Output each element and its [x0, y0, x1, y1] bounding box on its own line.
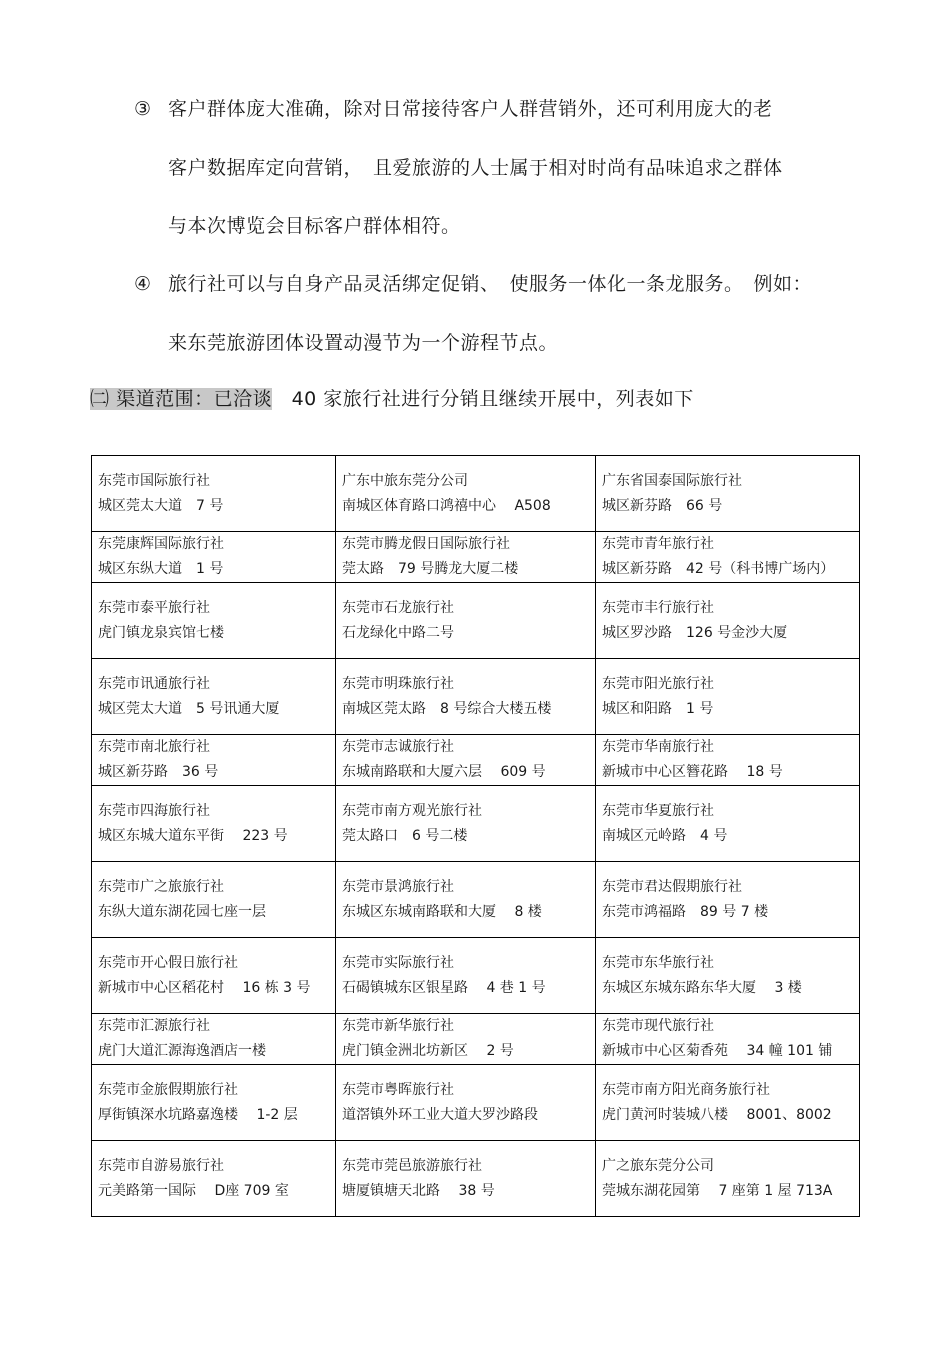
- agency-address: 东城南路联和大厦六层 609 号: [342, 764, 546, 780]
- agency-cell: [596, 862, 860, 938]
- agency-name: 东莞市东华旅行社: [602, 954, 714, 971]
- agency-cell: [92, 456, 336, 532]
- agency-cell: [92, 659, 336, 735]
- agency-address: 南城区莞太路 8 号综合大楼五楼: [342, 700, 552, 717]
- agency-address: 厚街镇深水坑路嘉逸楼 1-2 层: [98, 1106, 298, 1123]
- agency-table: [91, 455, 860, 1217]
- agency-address: 新城市中心区稻花村 16 栋 3 号: [98, 979, 311, 996]
- agency-name: 东莞市新华旅行社: [342, 1018, 454, 1034]
- table-row: [92, 1141, 860, 1217]
- agency-name: 广东中旅东莞分公司: [342, 472, 468, 489]
- agency-cell: [596, 786, 860, 862]
- agency-cell: [336, 862, 596, 938]
- agency-cell: [596, 1141, 860, 1217]
- agency-name: 东莞市丰行旅行社: [602, 599, 714, 616]
- agency-cell: [336, 1065, 596, 1141]
- point-3-line-2: 客户数据库定向营销， 且爱旅游的人士属于相对时尚有品味追求之群体: [168, 157, 783, 179]
- agency-address: 莞太路口 6 号二楼: [342, 827, 468, 844]
- table-row: [92, 862, 860, 938]
- table-row: [92, 532, 860, 583]
- agency-cell: [92, 532, 336, 583]
- agency-name: 东莞市汇源旅行社: [98, 1018, 210, 1034]
- agency-name: 东莞市广之旅旅行社: [98, 878, 224, 895]
- agency-cell: [92, 786, 336, 862]
- point-4-line-2: 来东莞旅游团体设置动漫节为一个游程节点。: [168, 332, 559, 354]
- agency-cell: [596, 1014, 860, 1065]
- agency-cell: [92, 1065, 336, 1141]
- agency-name: 东莞市自游易旅行社: [98, 1157, 224, 1174]
- agency-address: 城区罗沙路 126 号金沙大厦: [602, 624, 788, 641]
- point-number: ③: [134, 98, 152, 120]
- agency-cell: [336, 532, 596, 583]
- agency-name: 东莞市华夏旅行社: [602, 802, 714, 819]
- agency-address: 城区新芬路 66 号: [602, 497, 723, 514]
- agency-cell: [92, 862, 336, 938]
- agency-cell: [92, 1014, 336, 1065]
- agency-name: 东莞康辉国际旅行社: [98, 536, 224, 552]
- agency-cell: [596, 1065, 860, 1141]
- agency-address: 道滘镇外环工业大道大罗沙路段: [342, 1106, 538, 1123]
- agency-address: 南城区体育路口鸿禧中心 A508: [342, 497, 551, 514]
- agency-name: 东莞市志诚旅行社: [342, 739, 454, 755]
- agency-cell: [336, 938, 596, 1014]
- agency-address: 城区东城大道东平街 223 号: [98, 827, 288, 844]
- section-heading: ㈡ 渠道范围：已洽谈 40 家旅行社进行分销且继续开展中，列表如下: [90, 388, 694, 410]
- agency-address: 石碣镇城东区银星路 4 巷 1 号: [342, 979, 546, 996]
- agency-name: 东莞市腾龙假日国际旅行社: [342, 536, 510, 552]
- agency-name: 东莞市明珠旅行社: [342, 675, 454, 692]
- agency-address: 城区莞太大道 7 号: [98, 497, 224, 514]
- agency-address: 塘厦镇塘天北路 38 号: [342, 1182, 495, 1199]
- table-row: [92, 659, 860, 735]
- agency-address: 东纵大道东湖花园七座一层: [98, 903, 266, 920]
- point-3-line-1: ③ 客户群体庞大准确，除对日常接待客户人群营销外，还可利用庞大的老: [134, 98, 773, 120]
- agency-name: 东莞市南方阳光商务旅行社: [602, 1081, 770, 1098]
- agency-name: 东莞市粤晖旅行社: [342, 1081, 454, 1098]
- table-row: [92, 1065, 860, 1141]
- agency-cell: [336, 583, 596, 659]
- agency-name: 东莞市南北旅行社: [98, 739, 210, 755]
- agency-name: 东莞市君达假期旅行社: [602, 878, 742, 895]
- agency-address: 元美路第一国际 D座 709 室: [98, 1182, 289, 1199]
- agency-name: 东莞市莞邑旅游旅行社: [342, 1157, 482, 1174]
- point-3-line-3: 与本次博览会目标客户群体相符。: [168, 215, 461, 237]
- agency-cell: [596, 456, 860, 532]
- agency-name: 东莞市实际旅行社: [342, 954, 454, 971]
- agency-cell: [92, 735, 336, 786]
- agency-name: 东莞市石龙旅行社: [342, 599, 454, 616]
- agency-cell: [92, 1141, 336, 1217]
- agency-address: 莞城东湖花园第 7 座第 1 屋 713A: [602, 1182, 833, 1199]
- agency-name: 东莞市国际旅行社: [98, 472, 210, 489]
- agency-address: 东城区东城南路联和大厦 8 楼: [342, 903, 542, 920]
- table-row: [92, 735, 860, 786]
- agency-cell: [92, 938, 336, 1014]
- agency-cell: [336, 1141, 596, 1217]
- agency-cell: [596, 938, 860, 1014]
- agency-name: 东莞市华南旅行社: [602, 739, 714, 755]
- agency-address: 城区东纵大道 1 号: [98, 561, 224, 577]
- agency-name: 东莞市金旅假期旅行社: [98, 1081, 238, 1098]
- agency-name: 东莞市阳光旅行社: [602, 675, 714, 692]
- agency-address: 新城市中心区簪花路 18 号: [602, 764, 783, 780]
- agency-address: 莞太路 79 号腾龙大厦二楼: [342, 561, 519, 577]
- agency-address: 东城区东城东路东华大厦 3 楼: [602, 979, 802, 996]
- agency-address: 虎门黄河时装城八楼 8001、8002: [602, 1106, 832, 1123]
- agency-cell: [596, 532, 860, 583]
- agency-address: 东莞市鸿福路 89 号 7 楼: [602, 903, 769, 920]
- agency-cell: [336, 786, 596, 862]
- agency-address: 南城区元岭路 4 号: [602, 827, 728, 844]
- agency-cell: [596, 583, 860, 659]
- agency-address: 石龙绿化中路二号: [342, 624, 454, 641]
- agency-cell: [336, 659, 596, 735]
- agency-address: 城区新芬路 36 号: [98, 764, 219, 780]
- agency-address: 城区莞太大道 5 号讯通大厦: [98, 700, 280, 717]
- agency-address: 虎门大道汇源海逸酒店一楼: [98, 1043, 266, 1059]
- agency-name: 广之旅东莞分公司: [602, 1157, 714, 1174]
- agency-cell: [336, 1014, 596, 1065]
- agency-address: 新城市中心区菊香苑 34 幢 101 铺: [602, 1043, 833, 1059]
- agency-cell: [336, 735, 596, 786]
- table-row: [92, 786, 860, 862]
- table-row: [92, 456, 860, 532]
- agency-address: 城区新芬路 42 号（科书博广场内）: [602, 561, 835, 577]
- point-number: ④: [134, 273, 152, 295]
- point-4-line-1: ④ 旅行社可以与自身产品灵活绑定促销、 使服务一体化一条龙服务。 例如：: [134, 273, 813, 295]
- agency-address: 虎门镇龙泉宾馆七楼: [98, 624, 224, 641]
- table-row: [92, 938, 860, 1014]
- agency-name: 东莞市景鸿旅行社: [342, 878, 454, 895]
- agency-name: 东莞市四海旅行社: [98, 802, 210, 819]
- agency-name: 东莞市泰平旅行社: [98, 599, 210, 616]
- agency-address: 虎门镇金洲北坊新区 2 号: [342, 1043, 514, 1059]
- section-label-highlight: ㈡ 渠道范围：已洽谈: [90, 388, 273, 410]
- agency-cell: [596, 659, 860, 735]
- agency-name: 东莞市讯通旅行社: [98, 675, 210, 692]
- agency-name: 东莞市现代旅行社: [602, 1018, 714, 1034]
- agency-name: 东莞市开心假日旅行社: [98, 954, 238, 971]
- agency-name: 东莞市青年旅行社: [602, 536, 714, 552]
- table-row: [92, 1014, 860, 1065]
- agency-name: 东莞市南方观光旅行社: [342, 802, 482, 819]
- table-row: [92, 583, 860, 659]
- agency-cell: [92, 583, 336, 659]
- agency-cell: [336, 456, 596, 532]
- agency-address: 城区和阳路 1 号: [602, 700, 714, 717]
- agency-name: 广东省国泰国际旅行社: [602, 472, 742, 489]
- agency-cell: [596, 735, 860, 786]
